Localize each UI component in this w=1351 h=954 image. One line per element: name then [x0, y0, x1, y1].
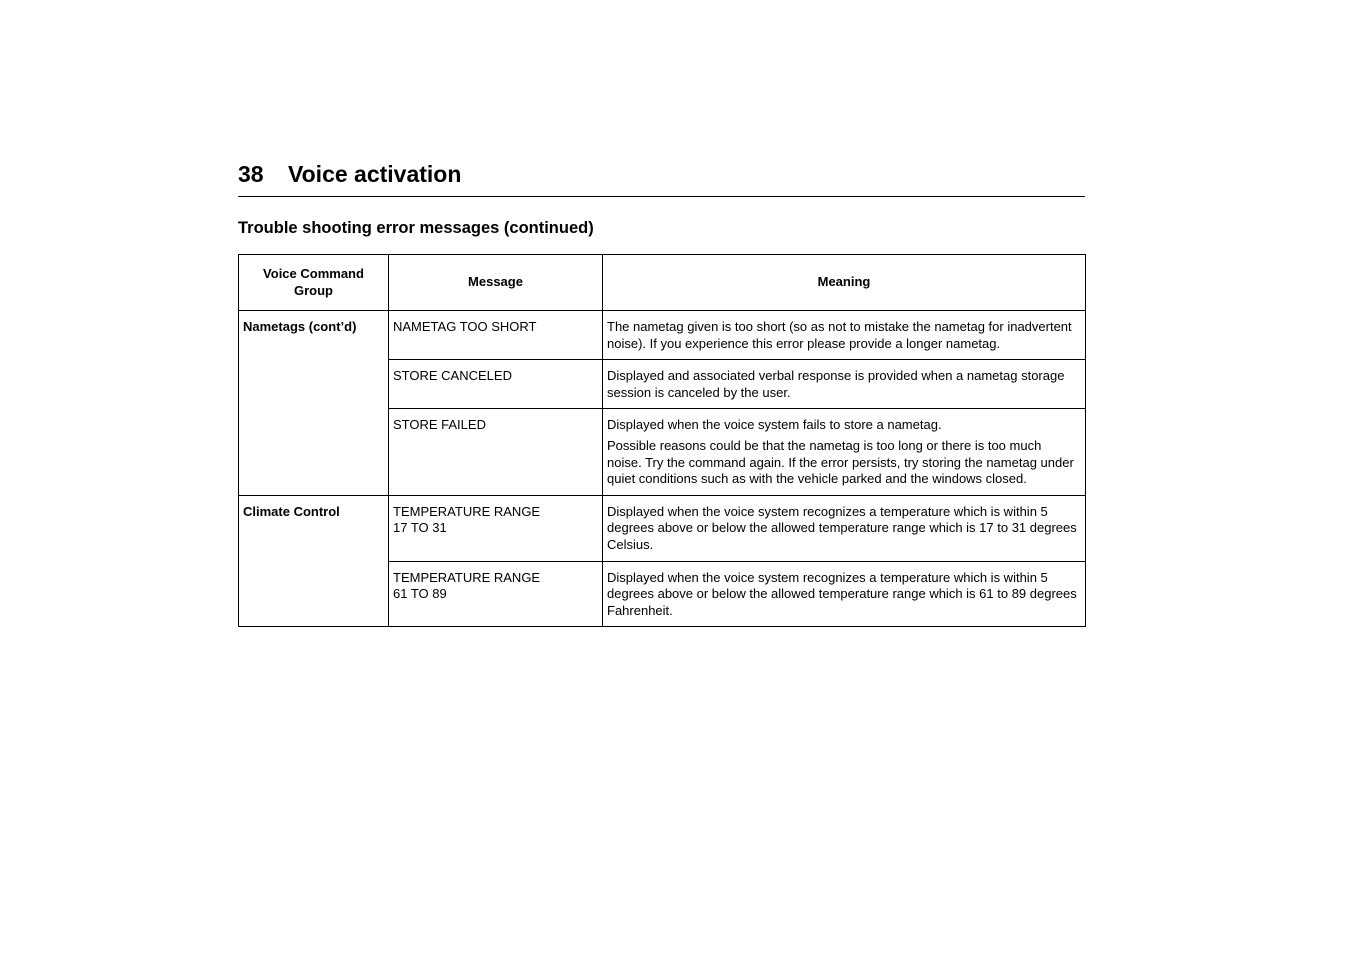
meaning-text: Displayed when the voice system recognizes a temperature which is within 5 degrees above or below the allowed temperature range which is 61 to 89 degrees Fahrenheit.: [607, 569, 1077, 618]
meaning-cell: [603, 360, 1086, 409]
column-header-message: Message: [389, 255, 603, 311]
message-text: 61 TO 89: [393, 586, 447, 602]
column-header-meaning: Meaning: [603, 255, 1086, 311]
page-header: [238, 158, 1085, 197]
group-cell-climate-control: [239, 495, 389, 627]
message-cell: [389, 409, 603, 495]
message-cell: [389, 495, 603, 561]
message-text: TEMPERATURE RANGE: [393, 503, 541, 519]
meaning-cell: [603, 495, 1086, 561]
message-cell: [389, 311, 603, 360]
section-heading: Trouble shooting error messages (continued): [238, 219, 594, 237]
error-messages-table: [238, 254, 1086, 627]
meaning-text: Displayed when the voice system recognizes a temperature which is within 5 degrees above or below the allowed temperature range which is 17 to 31 degrees Celsius.: [607, 503, 1077, 552]
meaning-cell: [603, 311, 1086, 360]
group-cell-nametags: [239, 311, 389, 496]
meaning-text: Displayed and associated verbal response is provided when a nametag storage session is canceled by the user.: [607, 368, 1065, 400]
message-text: 17 TO 31: [393, 520, 447, 536]
message-cell: [389, 360, 603, 409]
meaning-text: Possible reasons could be that the nametag is too long or there is too much noise. Try the command again. If the error persists, try storing the nametag under quiet conditions such as with the vehicle parked and the windows closed.: [607, 437, 1074, 487]
page-title: Voice activation: [288, 161, 462, 187]
table-row: [239, 311, 1086, 360]
group-label: Nametags (cont’d): [243, 319, 357, 334]
column-header-group: Voice Command Group: [239, 255, 389, 311]
message-text: STORE FAILED: [393, 417, 486, 433]
table-header-row: [239, 255, 1086, 311]
meaning-cell: [603, 561, 1086, 627]
meaning-text: The nametag given is too short (so as not to mistake the nametag for inadvertent noise). If you experience this error please provide a longer nametag.: [607, 319, 1072, 351]
meaning-text: Displayed when the voice system fails to store a nametag.: [607, 417, 942, 433]
group-label: Climate Control: [243, 503, 340, 519]
message-text: STORE CANCELED: [393, 368, 512, 384]
meaning-cell: [603, 409, 1086, 495]
page-number: 38: [238, 161, 264, 187]
message-text: TEMPERATURE RANGE: [393, 569, 541, 585]
message-cell: [389, 561, 603, 627]
table-row: [239, 495, 1086, 561]
message-text: NAMETAG TOO SHORT: [393, 319, 537, 334]
